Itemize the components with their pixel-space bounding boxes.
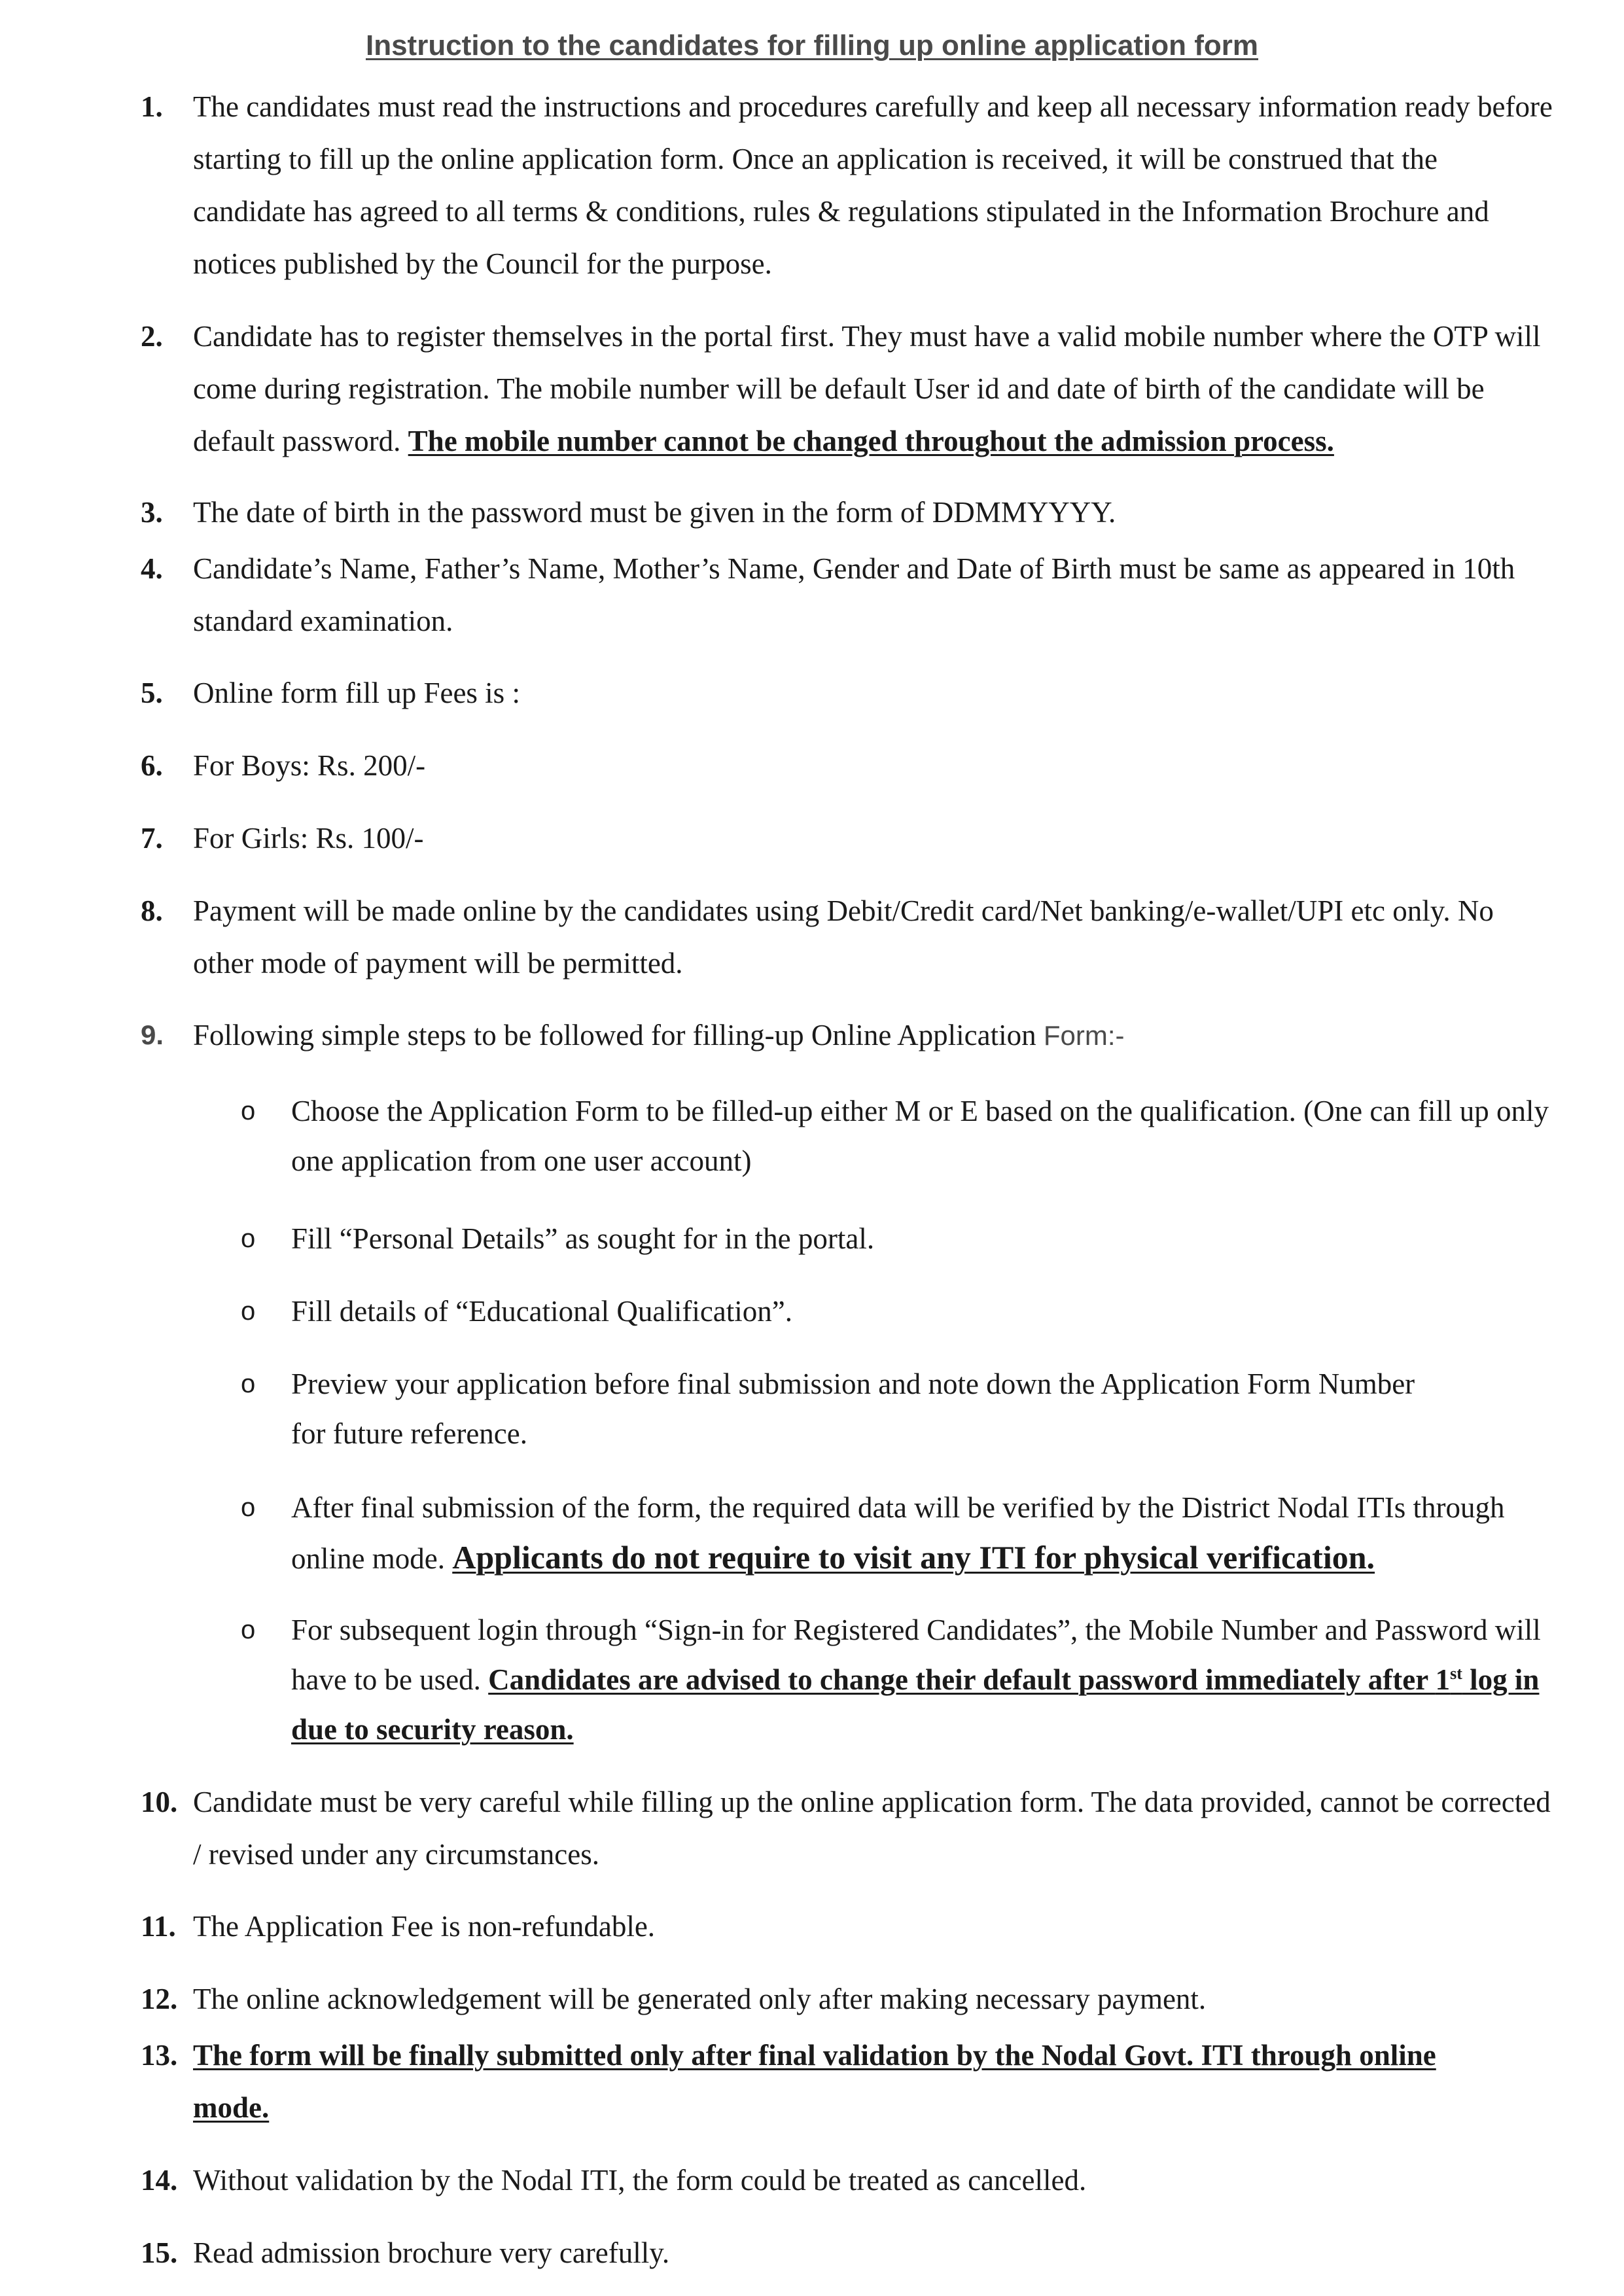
item-text-3: The date of birth in the password must be given in the form of DDMMYYYY. bbox=[193, 496, 1116, 529]
item-text-12: The online acknowledgement will be generated only after making necessary payment. bbox=[193, 1983, 1207, 2015]
item-text-6: For Boys: Rs. 200/- bbox=[193, 749, 426, 782]
step-bullet-5: o bbox=[241, 1493, 256, 1522]
step-bullet-1: o bbox=[241, 1097, 256, 1125]
item-text-4: Candidate’s Name, Father’s Name, Mother’s Name, Gender and Date of Birth must be same as appeared in 10th standard examination. bbox=[193, 552, 1515, 637]
item-text-10: Candidate must be very careful while filling up the online application form. The data provided, cannot be corrected / revised under any circumstances. bbox=[193, 1786, 1551, 1871]
item-number-1: 1. bbox=[141, 90, 163, 123]
step-bullet-3: o bbox=[241, 1297, 256, 1326]
step-6-emphasis-start: Candidates are advised to change their default password immediately after bbox=[488, 1663, 1436, 1696]
item-text-2 bbox=[193, 310, 1554, 467]
item-number-11: 11. bbox=[141, 1910, 176, 1943]
item-number-14: 14. bbox=[141, 2164, 178, 2197]
step-bullet-2: o bbox=[241, 1224, 256, 1253]
item-9-tail: Form:- bbox=[1043, 1020, 1125, 1051]
item-text-9 bbox=[193, 1009, 1554, 1062]
step-6-emphasis-end: log in due to security reason. bbox=[291, 1663, 1540, 1746]
step-bullet-4: o bbox=[241, 1369, 256, 1398]
item-text-11: The Application Fee is non-refundable. bbox=[193, 1910, 656, 1943]
item-number-7: 7. bbox=[141, 822, 163, 855]
step-text-4 bbox=[291, 1359, 1567, 1458]
item-number-3: 3. bbox=[141, 496, 163, 529]
step-5-emphasis: Applicants do not require to visit any ITI for physical verification. bbox=[452, 1539, 1375, 1576]
step-4-line-1: Preview your application before final submission and note down the Application Form Number bbox=[291, 1368, 1415, 1400]
item-2-emphasis: The mobile number cannot be changed throughout the admission process. bbox=[408, 425, 1334, 457]
item-number-4: 4. bbox=[141, 552, 163, 585]
item-number-2: 2. bbox=[141, 320, 163, 353]
item-text-1: The candidates must read the instructions and procedures carefully and keep all necessary information ready before starting to fill up the online application form. Once an application is received, it will be construed that the candidate has agreed to all terms & conditions, rules & regulations stipulated in the Information Brochure and notices published by the Council for the purpose. bbox=[193, 90, 1553, 280]
item-text-13 bbox=[193, 2029, 1554, 2134]
item-text-2-body: Candidate has to register themselves in the portal first. They must have a valid mobile number where the OTP will come during registration. The mobile number will be default User id and date of birth of the candidate will be default password. bbox=[193, 320, 1541, 457]
item-number-8: 8. bbox=[141, 894, 163, 927]
step-text-2: Fill “Personal Details” as sought for in the portal. bbox=[291, 1222, 875, 1255]
item-number-5: 5. bbox=[141, 677, 163, 709]
step-text-5 bbox=[291, 1483, 1567, 1583]
step-6-emphasis-num: 1 bbox=[1435, 1663, 1451, 1696]
item-text-5: Online form fill up Fees is : bbox=[193, 677, 520, 709]
step-text-3: Fill details of “Educational Qualification”. bbox=[291, 1295, 793, 1328]
item-text-14: Without validation by the Nodal ITI, the form could be treated as cancelled. bbox=[193, 2164, 1087, 2197]
item-text-9-body: Following simple steps to be followed for filling-up Online Application bbox=[193, 1019, 1044, 1051]
item-number-6: 6. bbox=[141, 749, 163, 782]
step-6-body: For subsequent login through “Sign-in for Registered Candidates”, the Mobile Number and Password will have to be used. bbox=[291, 1614, 1541, 1696]
item-13-emphasis-line-1: The form will be finally submitted only after final validation by the Nodal Govt. ITI through online bbox=[193, 2039, 1436, 2072]
item-13-emphasis-line-2: mode. bbox=[193, 2091, 270, 2124]
item-number-12: 12. bbox=[141, 1983, 178, 2015]
item-number-10: 10. bbox=[141, 1786, 178, 1818]
step-bullet-6: o bbox=[241, 1616, 256, 1644]
step-text-6 bbox=[291, 1605, 1567, 1754]
item-text-7: For Girls: Rs. 100/- bbox=[193, 822, 424, 855]
item-number-15: 15. bbox=[141, 2236, 178, 2269]
step-text-1: Choose the Application Form to be filled-up either M or E based on the qualification. (One can fill up only one application from one user account) bbox=[291, 1095, 1549, 1177]
step-5-line-1: After final submission of the form, the required data will be verified by the District Nodal ITIs through bbox=[291, 1491, 1505, 1524]
step-4-line-2: for future reference. bbox=[291, 1417, 527, 1450]
item-number-13: 13. bbox=[141, 2039, 178, 2072]
step-5-line-2: online mode. bbox=[291, 1542, 453, 1575]
item-text-15: Read admission brochure very carefully. bbox=[193, 2236, 670, 2269]
document-title: Instruction to the candidates for filling up online application form bbox=[365, 29, 1259, 62]
item-text-8: Payment will be made online by the candidates using Debit/Credit card/Net banking/e-wallet/UPI etc only. No other mode of payment will be permitted. bbox=[193, 894, 1494, 980]
item-number-9: 9. bbox=[141, 1019, 164, 1050]
step-6-emphasis-sup: st bbox=[1450, 1664, 1462, 1683]
